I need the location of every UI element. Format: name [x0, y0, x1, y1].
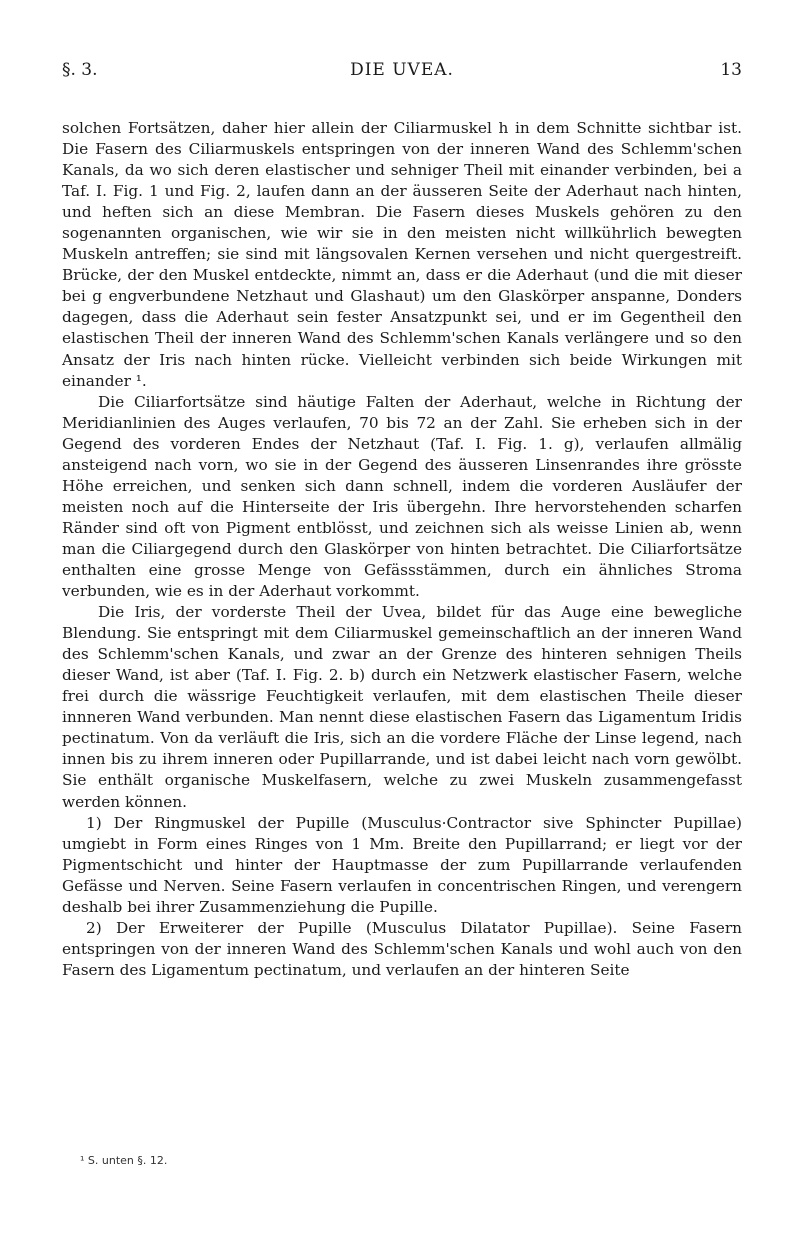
body-text: [62, 118, 742, 981]
paragraph-erweiterer: 2) Der Erweiterer der Pupille (Musculus Dilatator Pupillae). Seine Fasern entspringen von der inneren Wand des Schlemm'schen Kanals und wohl auch von den Fasern des Ligamentum pectinatum, und verlaufen an der hinteren Seite: [62, 918, 742, 979]
paragraph-ciliarmuskel: solchen Fortsätzen, daher hier allein der Ciliarmuskel h in dem Schnitte sichtbar ist. Die Fasern des Ciliarmuskels entspringen von der inneren Wand des Schlemm'schen Kanals, da wo sich deren elastischer und sehniger Theil mit einander verbinden, bei a Taf. I. Fig. 1 und Fig. 2, laufen dann an der äusseren Seite der Aderhaut nach hinten, und heften sich an diese Membran. Die Fasern dieses Muskels gehören zu den sogenannten organischen, wie wir sie in den meisten nicht willkührlich bewegten Muskeln antreffen; sie sind mit längsovalen Kernen versehen und nicht quergestreift. Brücke, der den Muskel entdeckte, nimmt an, dass er die Aderhaut (und die mit dieser bei g engverbundene Netzhaut und Glashaut) um den Glaskörper anspanne, Donders dagegen, dass die Aderhaut sein fester Ansatzpunkt sei, und er im Gegentheil den elastischen Theil der inneren Wand des Schlemm'schen Kanals verlängere und so den Ansatz der Iris nach hinten rücke. Vielleicht verbinden sich beide Wirkungen mit einander ¹.: [62, 119, 742, 390]
section-number: §. 3.: [62, 60, 98, 80]
running-title: DIE UVEA.: [350, 60, 454, 80]
page-header: [62, 60, 742, 90]
page-number: 13: [720, 60, 742, 80]
paragraph-ringmuskel: 1) Der Ringmuskel der Pupille (Musculus·Contractor sive Sphincter Pupillae) umgiebt in Form eines Ringes von 1 Mm. Breite den Pupillarrand; er liegt vor der Pigmentschicht und hinter der Hauptmasse der zum Pupillarrande verlaufenden Gefässe und Nerven. Seine Fasern verlaufen in concentrischen Ringen, und verengern deshalb bei ihrer Zusammenziehung die Pupille.: [62, 813, 742, 916]
paragraph-iris: Die Iris, der vorderste Theil der Uvea, bildet für das Auge eine bewegliche Blendung. Sie entspringt mit dem Ciliarmuskel gemeinschaftlich an der inneren Wand des Schlemm'schen Kanals, und zwar an der Grenze des hinteren sehnigen Theils dieser Wand, ist aber (Taf. I. Fig. 2. b) durch ein Netzwerk elastischer Fasern, welche frei durch die wässrige Feuchtigkeit verlaufen, mit dem elastischen Theile dieser innneren Wand verbunden. Man nennt diese elastischen Fasern das Ligamentum Iridis pectinatum. Von da verläuft die Iris, sich an die vordere Fläche der Linse legend, nach innen bis zu ihrem inneren oder Pupillarrande, und ist dabei leicht nach vorn gewölbt. Sie enthält organische Muskelfasern, welche zu zwei Muskeln zusammengefasst werden können.: [62, 603, 742, 811]
paragraph-ciliarfortsaetze: Die Ciliarfortsätze sind häutige Falten der Aderhaut, welche in Richtung der Meridianlinien des Auges verlaufen, 70 bis 72 an der Zahl. Sie erheben sich in der Gegend des vorderen Endes der Netzhaut (Taf. I. Fig. 1. g), verlaufen allmälig ansteigend nach vorn, wo sie in der Gegend des äusseren Linsenrandes ihre grösste Höhe erreichen, und senken sich dann schnell, indem die vorderen Ausläufer der meisten noch auf die Hinterseite der Iris übergehn. Ihre hervorstehenden scharfen Ränder sind oft von Pigment entblösst, und zeichnen sich als weisse Linien ab, wenn man die Ciliargegend durch den Glaskörper von hinten betrachtet. Die Ciliarfortsätze enthalten eine grosse Menge von Gefässstämmen, durch ein ähnliches Stroma verbunden, wie es in der Aderhaut vorkommt.: [62, 392, 742, 601]
footnote: ¹ S. unten §. 12.: [80, 1154, 168, 1167]
